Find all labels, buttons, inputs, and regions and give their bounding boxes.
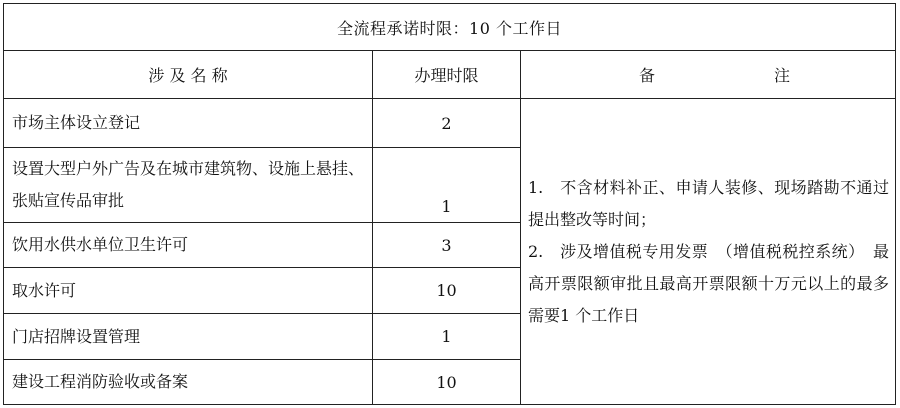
table-title: 全流程承诺时限：10 个工作日	[4, 4, 896, 51]
item-name: 设置大型户外广告及在城市建筑物、设施上悬挂、张贴宣传品审批	[4, 148, 373, 223]
item-name: 饮用水供水单位卫生许可	[4, 223, 373, 268]
column-header-name: 涉 及 名 称	[4, 51, 373, 99]
remark-2: 2. 涉及增值税专用发票 （增值税税控系统） 最高开票限额审批且最高开票限额十万元以上的最多需要1 个工作日	[528, 241, 890, 325]
item-time-limit: 10	[373, 360, 521, 405]
item-time-limit: 2	[373, 99, 521, 148]
remark-1: 1. 不含材料补正、申请人装修、现场踏勘不通过提出整改等时间；	[528, 177, 890, 229]
time-limit-table	[3, 3, 896, 405]
item-name: 建设工程消防验收或备案	[4, 360, 373, 405]
table-row	[4, 99, 896, 148]
item-time-limit: 3	[373, 223, 521, 268]
item-time-limit: 10	[373, 268, 521, 314]
remark-header-char-1: 备	[639, 66, 656, 85]
remarks-cell	[521, 99, 896, 405]
item-name: 取水许可	[4, 268, 373, 314]
remark-header-char-2: 注	[774, 66, 791, 85]
column-header-remark	[521, 51, 896, 99]
item-name: 市场主体设立登记	[4, 99, 373, 148]
item-time-limit: 1	[373, 148, 521, 223]
item-name: 门店招牌设置管理	[4, 314, 373, 360]
item-time-limit: 1	[373, 314, 521, 360]
column-header-time-limit: 办理时限	[373, 51, 521, 99]
